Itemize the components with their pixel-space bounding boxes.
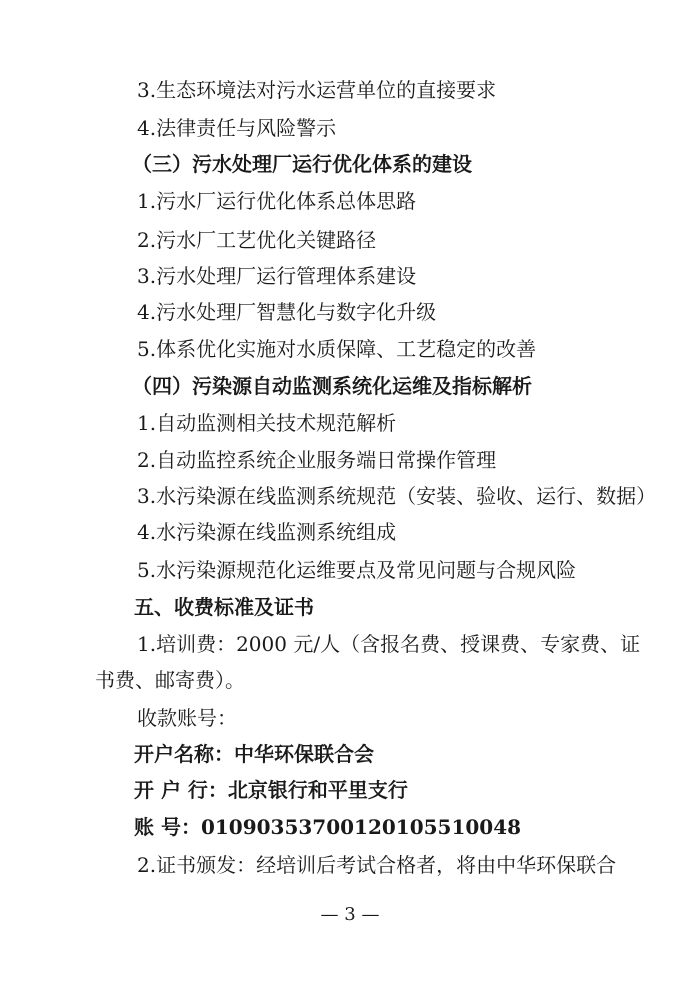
list-item: 3.污水处理厂运行管理体系建设	[137, 264, 417, 288]
list-item: 1.自动监测相关技术规范解析	[137, 411, 397, 435]
list-item: 2.自动监控系统企业服务端日常操作管理	[137, 448, 497, 472]
list-item: 5.体系优化实施对水质保障、工艺稳定的改善	[137, 337, 537, 361]
list-item: 3.水污染源在线监测系统规范（安装、验收、运行、数据）	[137, 484, 657, 508]
account-name-line: 开户名称：中华环保联合会	[134, 742, 374, 766]
paragraph-line: 书费、邮寄费）。	[95, 668, 245, 692]
list-item: 3.生态环境法对污水运营单位的直接要求	[137, 78, 497, 102]
list-item: 1.污水厂运行优化体系总体思路	[137, 189, 417, 213]
list-item: 4.污水处理厂智慧化与数字化升级	[137, 300, 437, 324]
list-item: 5.水污染源规范化运维要点及常见问题与合规风险	[137, 558, 577, 582]
paragraph-line: 收款账号：	[137, 706, 237, 730]
section-heading: 五、收费标准及证书	[134, 595, 314, 619]
page-number: — 3 —	[320, 904, 380, 925]
paragraph-line: 2.证书颁发：经培训后考试合格者，将由中华环保联合	[137, 853, 617, 877]
account-number-line: 账 号：01090353700120105510048	[134, 815, 522, 839]
section-heading: （三）污水处理厂运行优化体系的建设	[132, 152, 472, 176]
list-item: 4.法律责任与风险警示	[137, 116, 337, 140]
section-heading: （四）污染源自动监测系统化运维及指标解析	[132, 374, 532, 398]
list-item: 4.水污染源在线监测系统组成	[137, 520, 397, 544]
paragraph-line: 1.培训费：2000 元/人（含报名费、授课费、专家费、证	[137, 632, 641, 656]
bank-line: 开 户 行：北京银行和平里支行	[134, 778, 408, 802]
list-item: 2.污水厂工艺优化关键路径	[137, 228, 377, 252]
